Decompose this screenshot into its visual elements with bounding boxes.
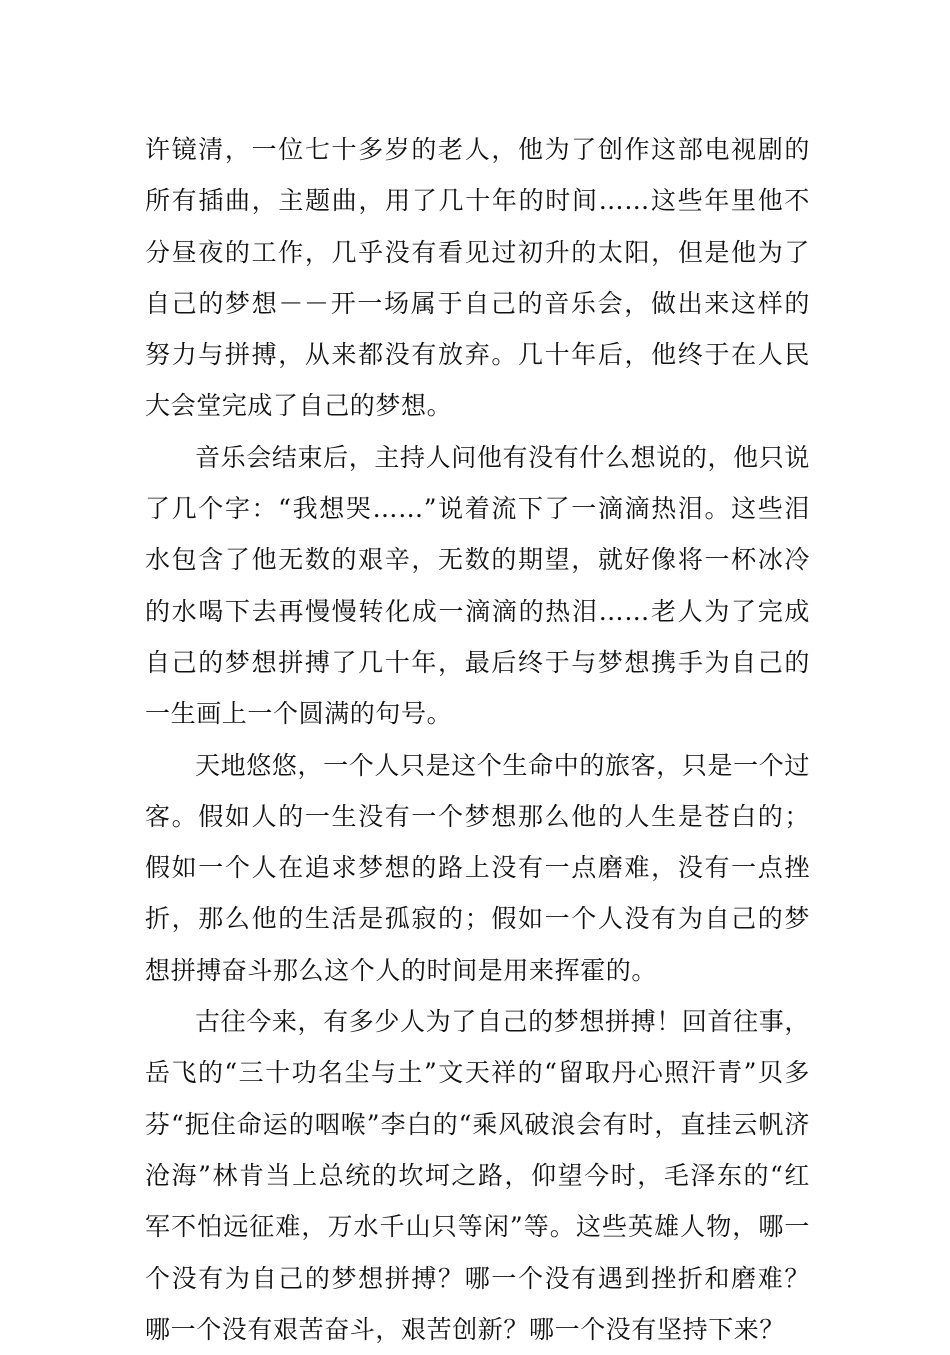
paragraph-3: 天地悠悠，一个人只是这个生命中的旅客，只是一个过客。假如人的一生没有一个梦想那么他的人生是苍白的；假如一个人在追求梦想的路上没有一点磨难，没有一点挫折，那么他的生活是孤寂的；假如一个人没有为自己的梦想拼搏奋斗那么这个人的时间是用来挥霍的。 [145, 750, 810, 985]
paragraph-4: 古往今来，有多少人为了自己的梦想拼搏！回首往事，岳飞的“三十功名尘与土”文天祥的“留取丹心照汗青”贝多芬“扼住命运的咽喉”李白的“乘风破浪会有时，直挂云帆济沧海”林肯当上总统的坎坷之路，仰望今时，毛泽东的“红军不怕远征难，万水千山只等闲”等。这些英雄人物，哪一个没有为自己的梦想拼搏？哪一个没有遇到挫折和磨难？哪一个没有艰苦奋斗，艰苦创新？哪一个没有坚持下来？ [145, 1007, 810, 1344]
paragraph-1: 许镜清，一位七十多岁的老人，他为了创作这部电视剧的所有插曲，主题曲，用了几十年的时间……这些年里他不分昼夜的工作，几乎没有看见过初升的太阳，但是他为了自己的梦想－－开一场属于自己的音乐会，做出来这样的努力与拼搏，从来都没有放弃。几十年后，他终于在人民大会堂完成了自己的梦想。 [145, 135, 810, 421]
paragraph-2: 音乐会结束后，主持人问他有没有什么想说的，他只说了几个字：“我想哭……”说着流下了一滴滴热泪。这些泪水包含了他无数的艰辛，无数的期望，就好像将一杯冰冷的水喝下去再慢慢转化成一滴滴的热泪……老人为了完成自己的梦想拼搏了几十年，最后终于与梦想携手为自己的一生画上一个圆满的句号。 [145, 442, 810, 729]
essay-body [145, 124, 810, 1355]
